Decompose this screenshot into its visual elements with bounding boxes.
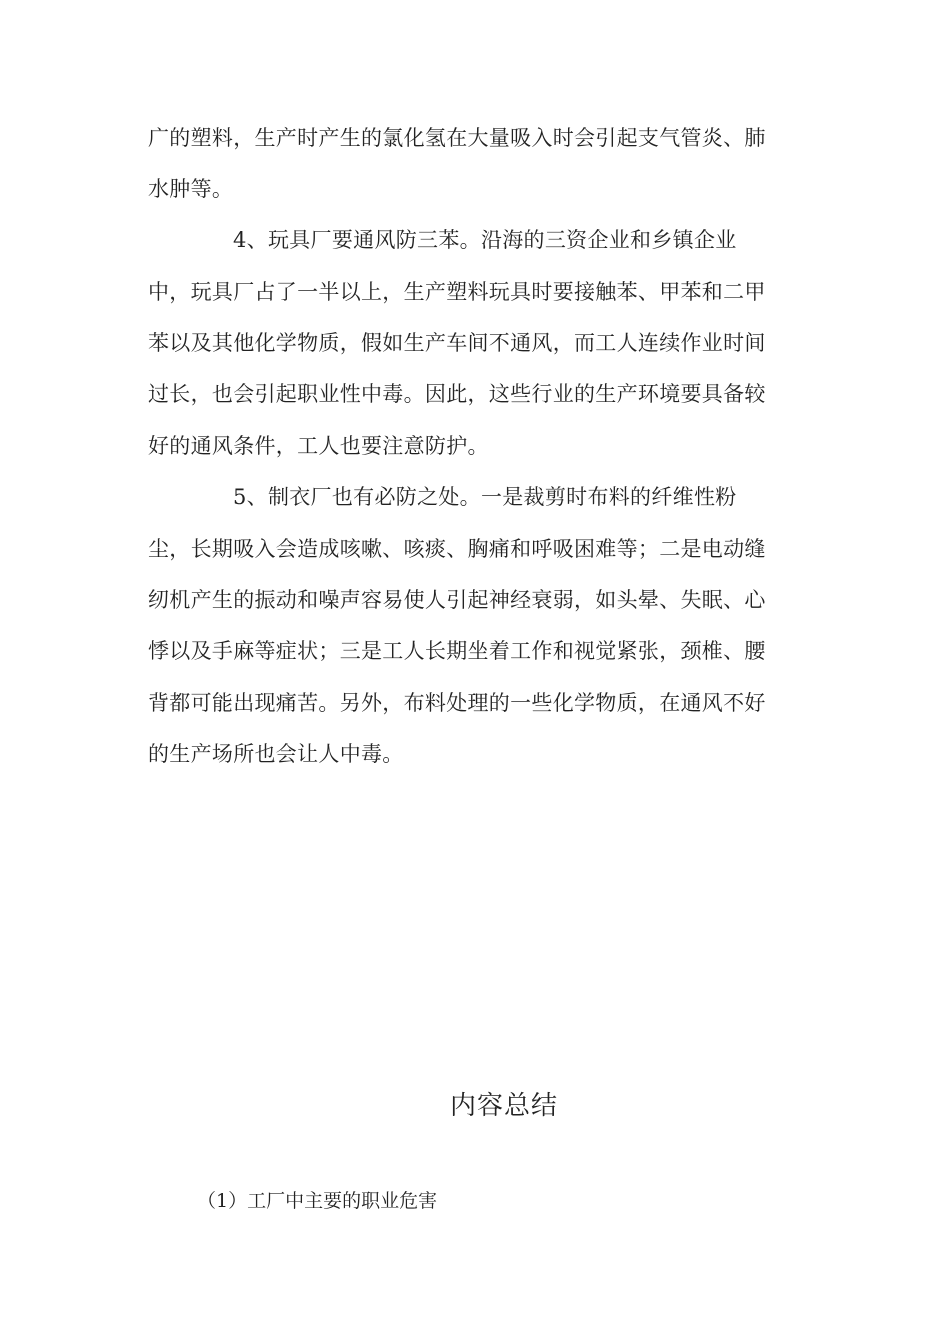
- paragraph-4-first-line: 4、玩具厂要通风防三苯。沿海的三资企业和乡镇企业: [233, 228, 737, 252]
- body-line-7: 好的通风条件，工人也要注意防护。: [148, 434, 489, 458]
- body-line-5: 苯以及其他化学物质，假如生产车间不通风，而工人连续作业时间: [148, 331, 766, 355]
- body-line-1: 广的塑料，生产时产生的氯化氢在大量吸入时会引起支气管炎、肺: [148, 126, 766, 150]
- body-line-2: 水肿等。: [148, 177, 234, 201]
- body-line-12: 背都可能出现痛苦。另外，布料处理的一些化学物质，在通风不好: [148, 691, 766, 715]
- body-line-4: 中，玩具厂占了一半以上，生产塑料玩具时要接触苯、甲苯和二甲: [148, 280, 766, 304]
- body-line-6: 过长，也会引起职业性中毒。因此，这些行业的生产环境要具备较: [148, 382, 766, 406]
- summary-heading: 内容总结: [449, 1091, 558, 1121]
- summary-item-1: （1）工厂中主要的职业危害: [197, 1190, 438, 1212]
- body-line-9: 尘，长期吸入会造成咳嗽、咳痰、胸痛和呼吸困难等；二是电动缝: [148, 537, 766, 561]
- body-line-13: 的生产场所也会让人中毒。: [148, 742, 404, 766]
- body-line-10: 纫机产生的振动和噪声容易使人引起神经衰弱，如头晕、失眠、心: [148, 588, 766, 612]
- body-line-11: 悸以及手麻等症状；三是工人长期坐着工作和视觉紧张，颈椎、腰: [148, 639, 766, 663]
- paragraph-5-first-line: 5、制衣厂也有必防之处。一是裁剪时布料的纤维性粉: [233, 485, 737, 509]
